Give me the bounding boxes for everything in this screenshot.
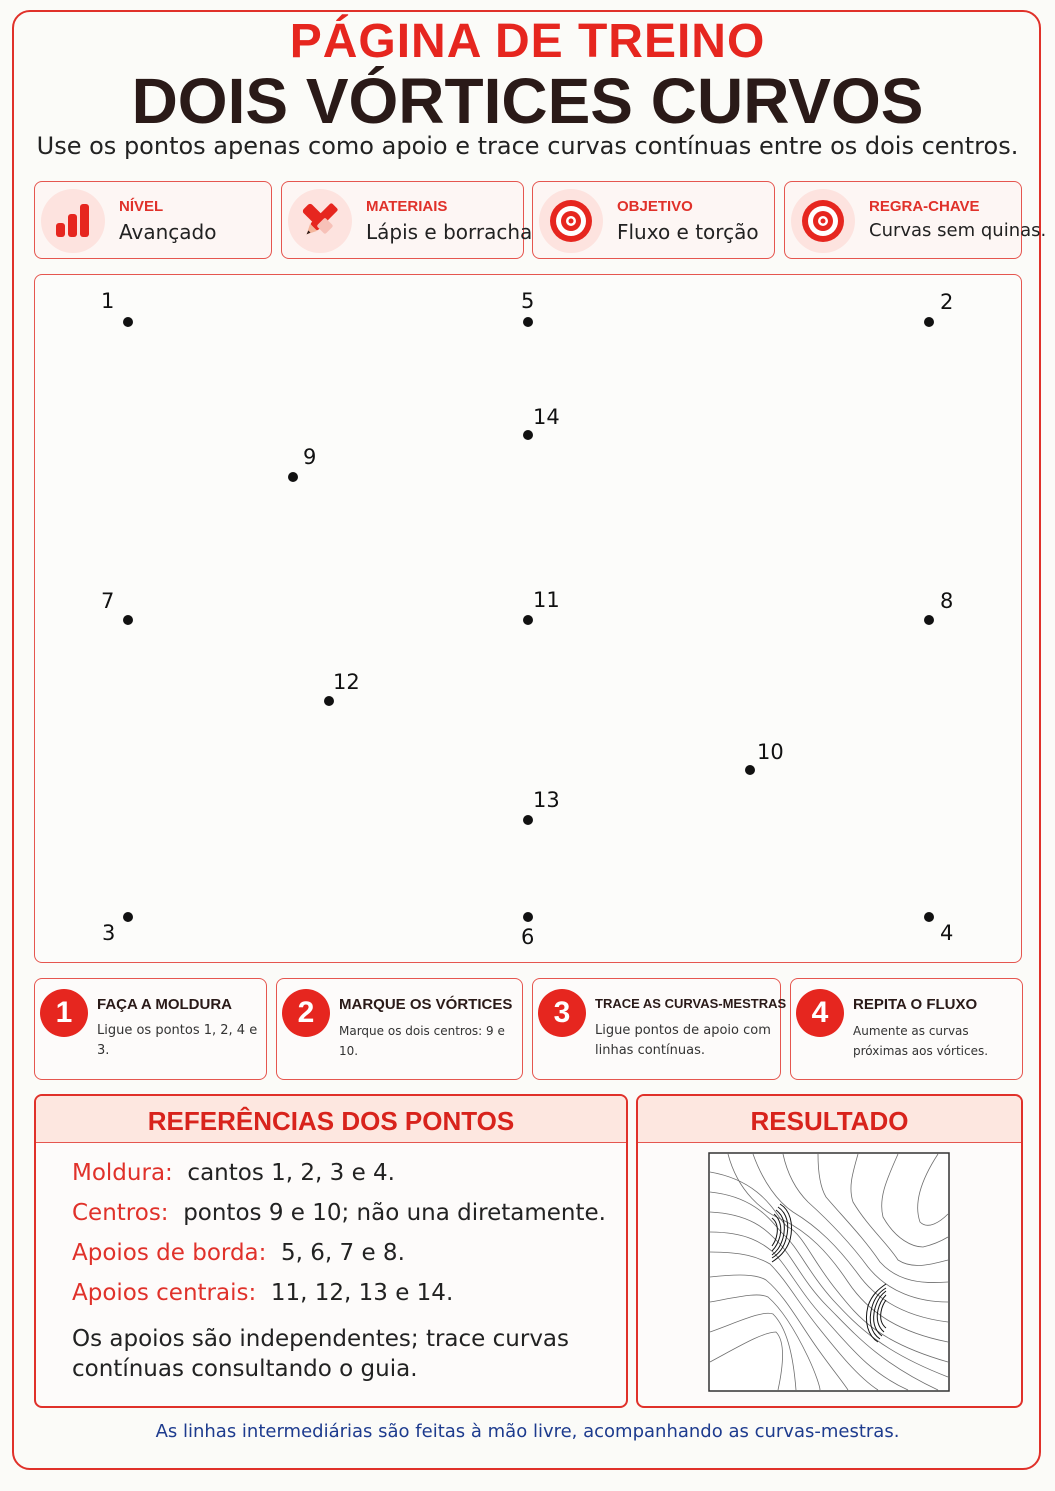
step-card-2 <box>276 978 523 1080</box>
info-card-level <box>34 181 272 259</box>
references-note: Os apoios são independentes; trace curvas contínuas consultando o guia. <box>72 1326 570 1382</box>
info-value: Lápis e borracha <box>366 220 533 244</box>
info-label: REGRA-CHAVE <box>869 198 980 215</box>
point-label: 5 <box>521 289 535 313</box>
target-icon <box>791 189 855 253</box>
point-dot[interactable] <box>924 317 934 327</box>
step-number: 3 <box>538 989 586 1037</box>
point-label: 14 <box>533 405 560 429</box>
reference-value: pontos 9 e 10; não una diretamente. <box>183 1200 606 1226</box>
point-label: 13 <box>533 788 560 812</box>
reference-key: Centros: <box>72 1200 169 1226</box>
pencil-eraser-icon <box>288 189 352 253</box>
info-card-materials <box>281 181 533 259</box>
reference-key: Moldura: <box>72 1160 173 1186</box>
references-panel <box>34 1094 628 1408</box>
step-title: FAÇA A MOLDURA <box>97 996 232 1013</box>
point-label: 10 <box>757 740 784 764</box>
point-label: 4 <box>940 921 954 945</box>
vortex-example-image <box>708 1152 952 1394</box>
reference-key: Apoios centrais: <box>72 1280 257 1306</box>
step-number: 1 <box>40 989 88 1037</box>
bar-chart-icon <box>41 189 105 253</box>
point-dot[interactable] <box>523 815 533 825</box>
step-card-3 <box>532 978 787 1080</box>
point-dot[interactable] <box>123 317 133 327</box>
point-label: 11 <box>533 588 560 612</box>
point-dot[interactable] <box>523 615 533 625</box>
point-label: 12 <box>333 670 360 694</box>
instructions-text: Use os pontos apenas como apoio e trace curvas contínuas entre os dois centros. <box>36 132 1019 160</box>
step-number: 4 <box>796 989 844 1037</box>
info-card-key-rule <box>784 181 1047 259</box>
point-dot[interactable] <box>924 615 934 625</box>
step-description: Ligue os pontos 1, 2, 4 e 3. <box>97 1023 258 1058</box>
footer-note: As linhas intermediárias são feitas à mão livre, acompanhando as curvas-mestras. <box>155 1421 900 1442</box>
info-value: Fluxo e torção <box>617 220 759 244</box>
point-label: 3 <box>102 921 116 945</box>
info-label: NÍVEL <box>119 198 164 215</box>
dot-grid-panel[interactable] <box>34 274 1022 963</box>
point-label: 1 <box>101 289 115 313</box>
target-icon <box>539 189 603 253</box>
info-label: OBJETIVO <box>617 198 693 215</box>
step-title: REPITA O FLUXO <box>853 996 978 1013</box>
point-dot[interactable] <box>324 696 334 706</box>
step-card-4 <box>790 978 1023 1080</box>
point-dot[interactable] <box>123 615 133 625</box>
point-dot[interactable] <box>523 317 533 327</box>
info-value: Avançado <box>119 220 217 244</box>
step-description: Marque os dois centros: 9 e 10. <box>339 1024 505 1058</box>
info-value: Curvas sem quinas. <box>869 220 1047 241</box>
point-label: 6 <box>521 925 535 949</box>
reference-item <box>72 1200 606 1226</box>
point-label: 2 <box>940 290 954 314</box>
point-dot[interactable] <box>523 430 533 440</box>
reference-value: 11, 12, 13 e 14. <box>270 1280 454 1306</box>
point-dot[interactable] <box>123 912 133 922</box>
step-description: Aumente as curvas próximas aos vórtices. <box>853 1024 989 1058</box>
point-dot[interactable] <box>288 472 298 482</box>
reference-item <box>72 1160 395 1186</box>
info-label: MATERIAIS <box>366 198 448 215</box>
point-label: 9 <box>303 445 317 469</box>
reference-key: Apoios de borda: <box>72 1240 267 1266</box>
result-panel <box>636 1094 1023 1408</box>
step-card-1 <box>34 978 267 1080</box>
worksheet-title: DOIS VÓRTICES CURVOS <box>131 65 924 137</box>
point-label: 7 <box>101 589 115 613</box>
step-title: MARQUE OS VÓRTICES <box>339 996 513 1013</box>
point-dot[interactable] <box>523 912 533 922</box>
reference-value: cantos 1, 2, 3 e 4. <box>187 1160 395 1186</box>
info-card-goal <box>532 181 775 259</box>
step-number: 2 <box>282 989 330 1037</box>
reference-value: 5, 6, 7 e 8. <box>281 1240 405 1266</box>
step-description: Ligue pontos de apoio com linhas contínuas. <box>595 1023 771 1058</box>
point-dot[interactable] <box>745 765 755 775</box>
reference-item <box>72 1240 405 1266</box>
point-dot[interactable] <box>924 912 934 922</box>
step-title: TRACE AS CURVAS-MESTRAS <box>595 996 787 1011</box>
page-title: PÁGINA DE TREINO <box>289 15 766 68</box>
reference-item <box>72 1280 453 1306</box>
result-heading: RESULTADO <box>638 1096 1021 1143</box>
point-label: 8 <box>940 589 954 613</box>
references-heading: REFERÊNCIAS DOS PONTOS <box>36 1096 626 1143</box>
